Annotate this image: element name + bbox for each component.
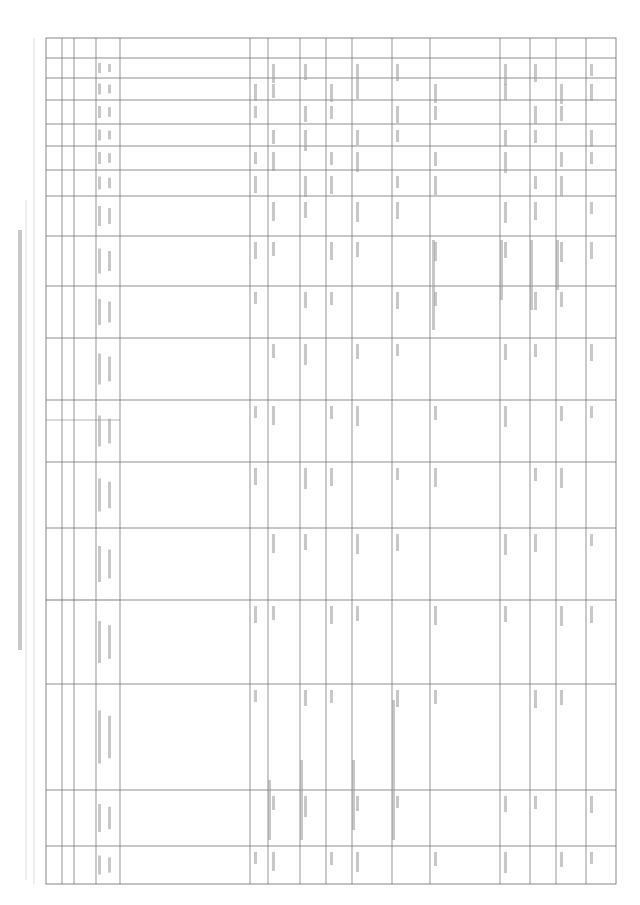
cell-mark-4-1	[356, 84, 359, 99]
cell-mark-8-15	[534, 796, 537, 809]
cell-mark-3-8	[330, 292, 333, 305]
header-text-mark-2	[98, 84, 101, 95]
cell-mark-6-13	[434, 606, 437, 625]
desc-mark-8	[556, 240, 559, 290]
cell-mark-10-0	[590, 64, 593, 76]
cell-mark-7-15	[504, 796, 507, 812]
cell-mark-3-5	[330, 176, 333, 194]
cell-mark-5-11	[396, 468, 399, 480]
header-text-mark-4	[98, 130, 101, 141]
cell-mark-1-1	[272, 84, 275, 98]
cell-mark-5-15	[396, 796, 399, 808]
header-text-mark-b-17	[108, 857, 111, 872]
header-text-mark-b-4	[108, 131, 111, 140]
header-text-mark-b-11	[108, 419, 111, 444]
cell-mark-5-5	[396, 176, 399, 188]
cell-mark-1-6	[272, 202, 275, 221]
cell-mark-4-4	[356, 152, 359, 172]
cell-mark-1-3	[272, 130, 275, 144]
header-text-mark-10	[98, 354, 101, 385]
cell-mark-3-11	[330, 468, 333, 486]
cell-mark-2-3	[304, 130, 307, 151]
cell-mark-5-8	[396, 292, 399, 309]
desc-mark-3	[352, 760, 355, 830]
cell-mark-9-16	[560, 852, 563, 867]
cell-mark-0-1	[254, 84, 257, 101]
desc-mark-5	[432, 240, 435, 330]
cell-mark-4-3	[356, 130, 359, 145]
header-text-mark-1	[98, 63, 101, 73]
cell-mark-10-6	[590, 202, 593, 214]
cell-mark-7-16	[504, 852, 507, 873]
cell-mark-10-3	[590, 130, 593, 147]
cell-mark-7-0	[504, 64, 507, 85]
cell-mark-0-13	[254, 606, 257, 623]
cell-mark-9-2	[560, 106, 563, 121]
header-text-mark-b-2	[108, 85, 111, 94]
header-text-mark-9	[98, 299, 101, 325]
header-text-mark-12	[98, 479, 101, 512]
cell-mark-7-7	[504, 242, 507, 258]
cell-mark-3-2	[330, 106, 333, 119]
cell-mark-6-16	[434, 852, 437, 866]
cell-mark-9-8	[560, 292, 563, 307]
cell-mark-3-13	[330, 606, 333, 624]
cell-mark-8-9	[534, 344, 537, 357]
cell-mark-2-14	[304, 690, 307, 706]
header-text-mark-16	[98, 804, 101, 832]
cell-mark-0-8	[254, 292, 257, 304]
cell-mark-3-7	[330, 242, 333, 260]
cell-mark-1-16	[272, 852, 275, 871]
cell-mark-0-2	[254, 106, 257, 118]
cell-mark-6-5	[434, 176, 437, 195]
cell-mark-3-10	[330, 406, 333, 419]
cell-mark-4-10	[356, 406, 359, 426]
cell-mark-3-16	[330, 852, 333, 865]
cell-mark-3-4	[330, 152, 333, 165]
cell-mark-10-1	[590, 84, 593, 101]
cell-mark-5-3	[396, 130, 399, 142]
cell-mark-0-14	[254, 690, 257, 702]
header-text-mark-15	[98, 711, 101, 764]
cell-mark-7-9	[504, 344, 507, 360]
header-text-mark-6	[98, 177, 101, 190]
cell-mark-10-16	[590, 852, 593, 864]
header-text-mark-7	[98, 206, 101, 226]
cell-mark-8-8	[534, 292, 537, 310]
cell-mark-3-1	[330, 84, 333, 102]
cell-mark-0-4	[254, 152, 257, 164]
header-text-mark-17	[98, 856, 101, 875]
cell-mark-4-9	[356, 344, 359, 359]
cell-mark-8-14	[534, 690, 537, 708]
header-text-mark-5	[98, 152, 101, 164]
cell-mark-1-12	[272, 534, 275, 553]
header-text-mark-3	[98, 106, 101, 118]
cell-mark-10-13	[590, 606, 593, 623]
header-text-mark-b-3	[108, 107, 111, 117]
cell-mark-2-11	[304, 468, 307, 489]
cell-mark-10-10	[590, 406, 593, 418]
cell-mark-5-12	[396, 534, 399, 551]
cell-mark-1-9	[272, 344, 275, 358]
cell-mark-6-14	[434, 690, 437, 704]
cell-mark-2-8	[304, 292, 307, 308]
cell-mark-5-2	[396, 106, 399, 123]
header-text-mark-b-14	[108, 625, 111, 659]
cell-mark-6-11	[434, 468, 437, 487]
cell-mark-1-13	[272, 606, 275, 620]
cell-mark-8-0	[534, 64, 537, 82]
cell-mark-4-0	[356, 64, 359, 84]
desc-mark-4	[392, 700, 395, 840]
title-mark	[18, 230, 22, 650]
cell-mark-6-2	[434, 106, 437, 120]
cell-mark-0-5	[254, 176, 257, 193]
cell-mark-6-10	[434, 406, 437, 420]
cell-mark-7-6	[504, 202, 507, 223]
header-text-mark-14	[98, 621, 101, 663]
cell-mark-7-13	[504, 606, 507, 622]
cell-mark-8-6	[534, 202, 537, 220]
desc-mark-2	[300, 760, 303, 840]
cell-mark-1-15	[272, 796, 275, 810]
cell-mark-9-1	[560, 84, 563, 104]
cell-mark-5-14	[396, 690, 399, 707]
cell-mark-0-11	[254, 468, 257, 485]
cell-mark-8-12	[534, 534, 537, 552]
cell-mark-4-6	[356, 202, 359, 222]
cell-mark-1-0	[272, 64, 275, 83]
cell-mark-9-4	[560, 152, 563, 167]
cell-mark-7-10	[504, 406, 507, 427]
cell-mark-10-9	[590, 344, 593, 361]
header-text-mark-b-13	[108, 550, 111, 579]
cell-mark-7-4	[504, 152, 507, 173]
header-text-mark-b-10	[108, 357, 111, 382]
cell-mark-2-15	[304, 796, 307, 817]
cell-mark-7-12	[504, 534, 507, 555]
cell-mark-1-10	[272, 406, 275, 425]
cell-mark-0-7	[254, 242, 257, 259]
cell-mark-2-0	[304, 64, 307, 80]
cell-mark-4-12	[356, 534, 359, 554]
cell-mark-8-5	[534, 176, 537, 189]
cell-mark-9-14	[560, 690, 563, 705]
cell-mark-1-7	[272, 242, 275, 256]
desc-mark-7	[530, 240, 533, 310]
cell-mark-8-3	[534, 130, 537, 143]
cell-mark-9-10	[560, 406, 563, 421]
cell-mark-2-12	[304, 534, 307, 550]
cell-mark-10-12	[590, 534, 593, 546]
header-text-mark-b-8	[108, 251, 111, 271]
cell-mark-7-3	[504, 130, 507, 146]
header-text-mark-b-6	[108, 178, 111, 188]
cell-mark-4-13	[356, 606, 359, 621]
cell-mark-5-6	[396, 202, 399, 219]
cell-mark-3-14	[330, 690, 333, 703]
cell-mark-7-1	[504, 84, 507, 100]
cell-mark-0-16	[254, 852, 257, 864]
desc-mark-6	[500, 240, 503, 300]
header-text-mark-11	[98, 416, 101, 447]
cell-mark-9-11	[560, 468, 563, 488]
header-text-mark-8	[98, 249, 101, 274]
cell-mark-6-4	[434, 152, 437, 166]
cell-mark-9-7	[560, 242, 563, 262]
header-text-mark-b-12	[108, 482, 111, 508]
cell-mark-6-1	[434, 84, 437, 103]
header-text-mark-b-7	[108, 208, 111, 224]
cell-mark-4-15	[356, 796, 359, 811]
cell-mark-5-9	[396, 344, 399, 356]
cell-mark-4-16	[356, 852, 359, 872]
cell-mark-8-11	[534, 468, 537, 481]
header-text-mark-b-15	[108, 716, 111, 758]
header-text-mark-b-16	[108, 807, 111, 829]
header-text-mark-b-5	[108, 153, 111, 163]
cell-mark-10-7	[590, 242, 593, 259]
cell-mark-4-7	[356, 242, 359, 257]
cell-mark-9-5	[560, 176, 563, 196]
cell-mark-2-6	[304, 202, 307, 218]
desc-mark-1	[268, 780, 271, 840]
cell-mark-10-4	[590, 152, 593, 164]
cell-mark-10-15	[590, 796, 593, 813]
header-text-mark-b-1	[108, 64, 111, 72]
cell-mark-2-5	[304, 176, 307, 197]
cell-mark-5-0	[396, 64, 399, 81]
cell-mark-2-9	[304, 344, 307, 365]
cell-mark-2-2	[304, 106, 307, 122]
cell-mark-1-4	[272, 152, 275, 171]
cell-mark-0-10	[254, 406, 257, 418]
cell-mark-9-13	[560, 606, 563, 626]
header-text-mark-13	[98, 546, 101, 582]
header-text-mark-b-9	[108, 302, 111, 323]
cell-mark-8-2	[534, 106, 537, 124]
